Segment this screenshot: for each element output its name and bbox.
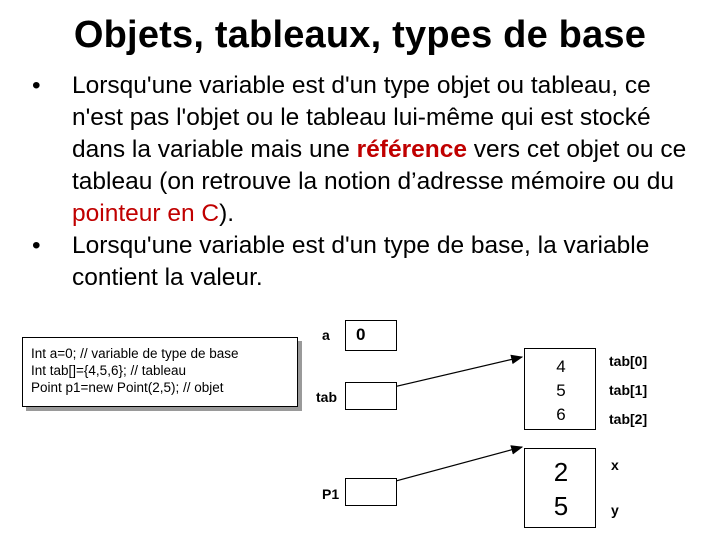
slide-title: Objets, tableaux, types de base	[73, 14, 647, 56]
bullet-text-1a: Lorsqu'une variable est d'un type objet ou tableau, ce n'est pas l'objet ou le tableau lui-même qui est stocké dans la variable mais une	[72, 72, 651, 163]
point-field-x: 2	[553, 457, 569, 487]
point-label-y: y	[611, 502, 619, 518]
array-index-0: tab[0]	[609, 353, 648, 369]
var-a-value: 0	[356, 325, 366, 344]
var-tab-label: tab	[316, 389, 337, 405]
bullet-dot-icon: •	[32, 232, 41, 259]
point-box	[524, 448, 596, 528]
bullet-text-1b: vers cet objet ou ce tableau (on retrouve la notion d’adresse mémoire ou du	[72, 136, 687, 195]
array-index-1: tab[1]	[609, 382, 648, 398]
var-a-box	[345, 320, 397, 351]
var-tab-box-right	[355, 382, 397, 410]
bullet-dot-icon: •	[32, 72, 41, 99]
array-cell-0: 4	[556, 357, 566, 376]
var-tab-box	[345, 382, 355, 410]
array-box	[524, 348, 596, 430]
code-line: Int tab[]={4,5,6}; // tableau	[31, 363, 186, 378]
point-field-y: 5	[553, 491, 569, 521]
array-cell-2: 6	[556, 405, 566, 424]
highlight-reference: référence	[356, 136, 467, 163]
var-p1-box	[345, 478, 397, 506]
var-p1-label: P1	[322, 486, 340, 502]
array-cell-1: 5	[556, 381, 566, 400]
code-line: Int a=0; // variable de type de base	[31, 346, 239, 361]
var-a-label: a	[322, 327, 330, 343]
highlight-pointer: pointeur en C	[72, 200, 220, 227]
bullet-text-2: Lorsqu'une variable est d'un type de base, la variable contient la valeur.	[72, 232, 650, 291]
bullet-text-1c: ).	[219, 200, 235, 227]
array-index-2: tab[2]	[609, 411, 648, 427]
point-label-x: x	[611, 457, 619, 473]
code-line: Point p1=new Point(2,5); // objet	[31, 380, 224, 395]
